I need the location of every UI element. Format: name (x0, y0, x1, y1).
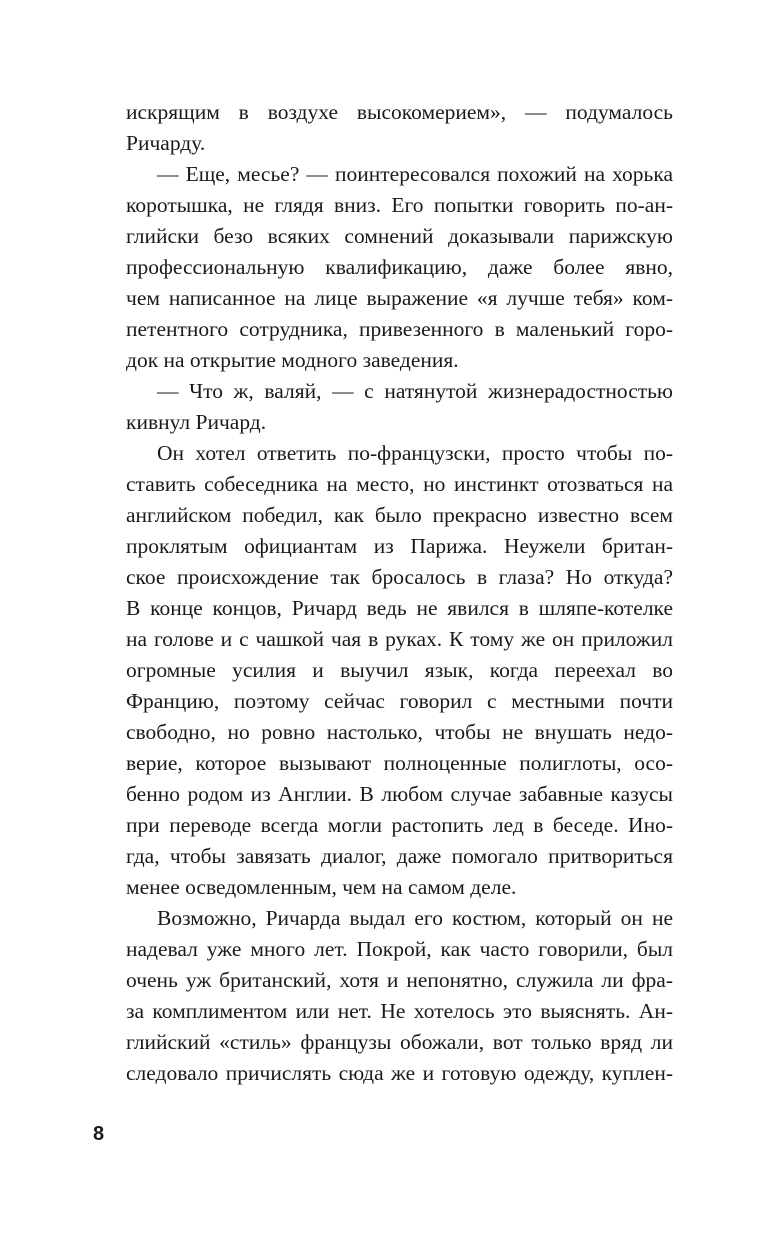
text-line: коротышка, не глядя вниз. Его попытки говорить по-ан- (126, 193, 673, 217)
text-line: бенно родом из Англии. В любом случае забавные казусы (126, 782, 673, 806)
text-line: менее осведомленным, чем на самом деле. (126, 875, 517, 899)
text-line: проклятым официантам из Парижа. Неужели британ- (126, 534, 673, 558)
text-line: при переводе всегда могли растопить лед в беседе. Ино- (126, 813, 673, 837)
page-number: 8 (93, 1123, 105, 1145)
text-line: очень уж британский, хотя и непонятно, служила ли фра- (126, 968, 673, 992)
text-line: Возможно, Ричарда выдал его костюм, который он не (157, 906, 673, 930)
text-line: верие, которое вызывают полноценные полиглоты, осо- (126, 751, 673, 775)
text-line: В конце концов, Ричард ведь не явился в шляпе-котелке (126, 596, 673, 620)
text-line: — Еще, месье? — поинтересовался похожий на хорька (157, 162, 673, 186)
text-line: следовало причислять сюда же и готовую одежду, куплен- (126, 1061, 673, 1085)
text-line: — Что ж, валяй, — с натянутой жизнерадостностью (157, 379, 673, 403)
text-line: Францию, поэтому сейчас говорил с местными почти (126, 689, 673, 713)
text-line: огромные усилия и выучил язык, когда переехал во (126, 658, 673, 682)
text-line: за комплиментом или нет. Не хотелось это выяснять. Ан- (126, 999, 673, 1023)
text-line: глийский «стиль» французы обожали, вот только вряд ли (126, 1030, 673, 1054)
text-line: свободно, но ровно настолько, чтобы не внушать недо- (126, 720, 673, 744)
text-line: Ричарду. (126, 131, 206, 155)
text-line: петентного сотрудника, привезенного в маленький горо- (126, 317, 673, 341)
text-line: на голове и с чашкой чая в руках. К тому же он приложил (126, 627, 673, 651)
text-line: искрящим в воздухе высокомерием», — подумалось (126, 100, 673, 124)
text-line: док на открытие модного заведения. (126, 348, 459, 372)
text-line: Он хотел ответить по-французски, просто чтобы по- (157, 441, 673, 465)
text-line: профессиональную квалификацию, даже более явно, (126, 255, 673, 279)
text-line: гда, чтобы завязать диалог, даже помогало притвориться (126, 844, 673, 868)
text-line: глийски безо всяких сомнений доказывали парижскую (126, 224, 673, 248)
text-line: чем написанное на лице выражение «я лучше тебя» ком- (126, 286, 673, 310)
text-line: надевал уже много лет. Покрой, как часто говорили, был (126, 937, 673, 961)
text-line: английском победил, как было прекрасно известно всем (126, 503, 673, 527)
text-line: ставить собеседника на место, но инстинкт отозваться на (126, 472, 673, 496)
body-text (126, 97, 673, 1089)
text-line: ское происхождение так бросалось в глаза? Но откуда? (126, 565, 673, 589)
text-line: кивнул Ричард. (126, 410, 267, 434)
